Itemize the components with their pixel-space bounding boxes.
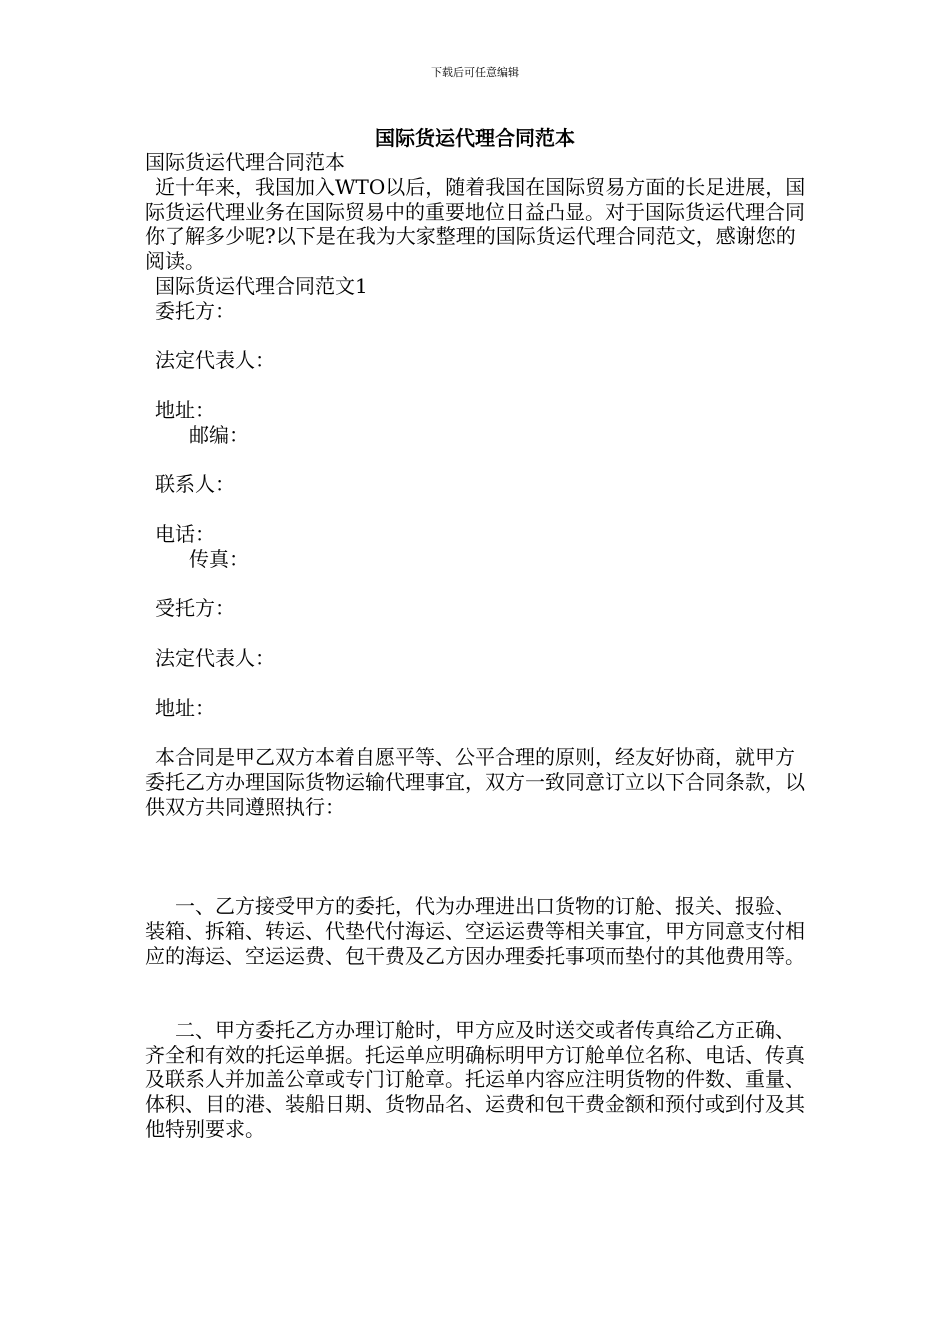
document-subtitle: 国际货运代理合同范本	[145, 150, 345, 174]
spacer	[145, 448, 810, 473]
sample-heading: 国际货运代理合同范文1	[155, 273, 368, 298]
header-note: 下载后可任意编辑	[431, 66, 519, 79]
preamble-paragraph: 本合同是甲乙双方本着自愿平等、公平合理的原则，经友好协商，就甲方委托乙方办理国际货物运输代理事宜，双方一致同意订立以下合同条款，以供双方共同遵照执行：	[145, 745, 805, 819]
spacer	[145, 373, 810, 398]
spacer	[145, 621, 810, 646]
spacer	[145, 497, 810, 522]
spacer	[145, 720, 810, 745]
document-body	[145, 150, 810, 1142]
clause-paragraph: 一、乙方接受甲方的委托，代为办理进出口货物的订舱、报关、报验、装箱、拆箱、转运、代垫代付海运、空运运费等相关事宜，甲方同意支付相应的海运、空运运费、包干费及乙方因办理委托事项而垫付的其他费用等。	[145, 893, 805, 968]
principal-field: 委托方：	[155, 298, 235, 323]
agent-address-field: 地址：	[155, 695, 215, 720]
agent-field: 受托方：	[155, 596, 235, 621]
spacer	[145, 820, 810, 894]
document-title: 国际货运代理合同范本	[375, 126, 575, 150]
intro-paragraph: 近十年来，我国加入WTO以后，随着我国在国际贸易方面的长足进展，国际货运代理业务在国际贸易中的重要地位日益凸显。对于国际货运代理合同你了解多少呢?以下是在我为大家整理的国际货运代理合同范文，感谢您的阅读。	[145, 174, 806, 274]
spacer	[145, 324, 810, 349]
principal-address-field: 地址：	[155, 397, 215, 422]
spacer	[145, 968, 810, 1018]
spacer	[145, 572, 810, 597]
principal-contact-field: 联系人：	[155, 472, 235, 497]
principal-rep-field: 法定代表人：	[155, 348, 275, 373]
clause-paragraph: 二、甲方委托乙方办理订舱时，甲方应及时送交或者传真给乙方正确、齐全和有效的托运单据。托运单应明确标明甲方订舱单位名称、电话、传真及联系人并加盖公章或专门订舱章。托运单内容应注明货物的件数、重量、体积、目的港、装船日期、货物品名、运费和包干费金额和预付或到付及其他特别要求。	[145, 1017, 805, 1142]
principal-phone-field: 电话：	[155, 521, 215, 546]
agent-rep-field: 法定代表人：	[155, 645, 275, 670]
principal-postcode-field: 邮编：	[189, 422, 249, 447]
principal-fax-field: 传真：	[189, 546, 249, 571]
spacer	[145, 671, 810, 696]
